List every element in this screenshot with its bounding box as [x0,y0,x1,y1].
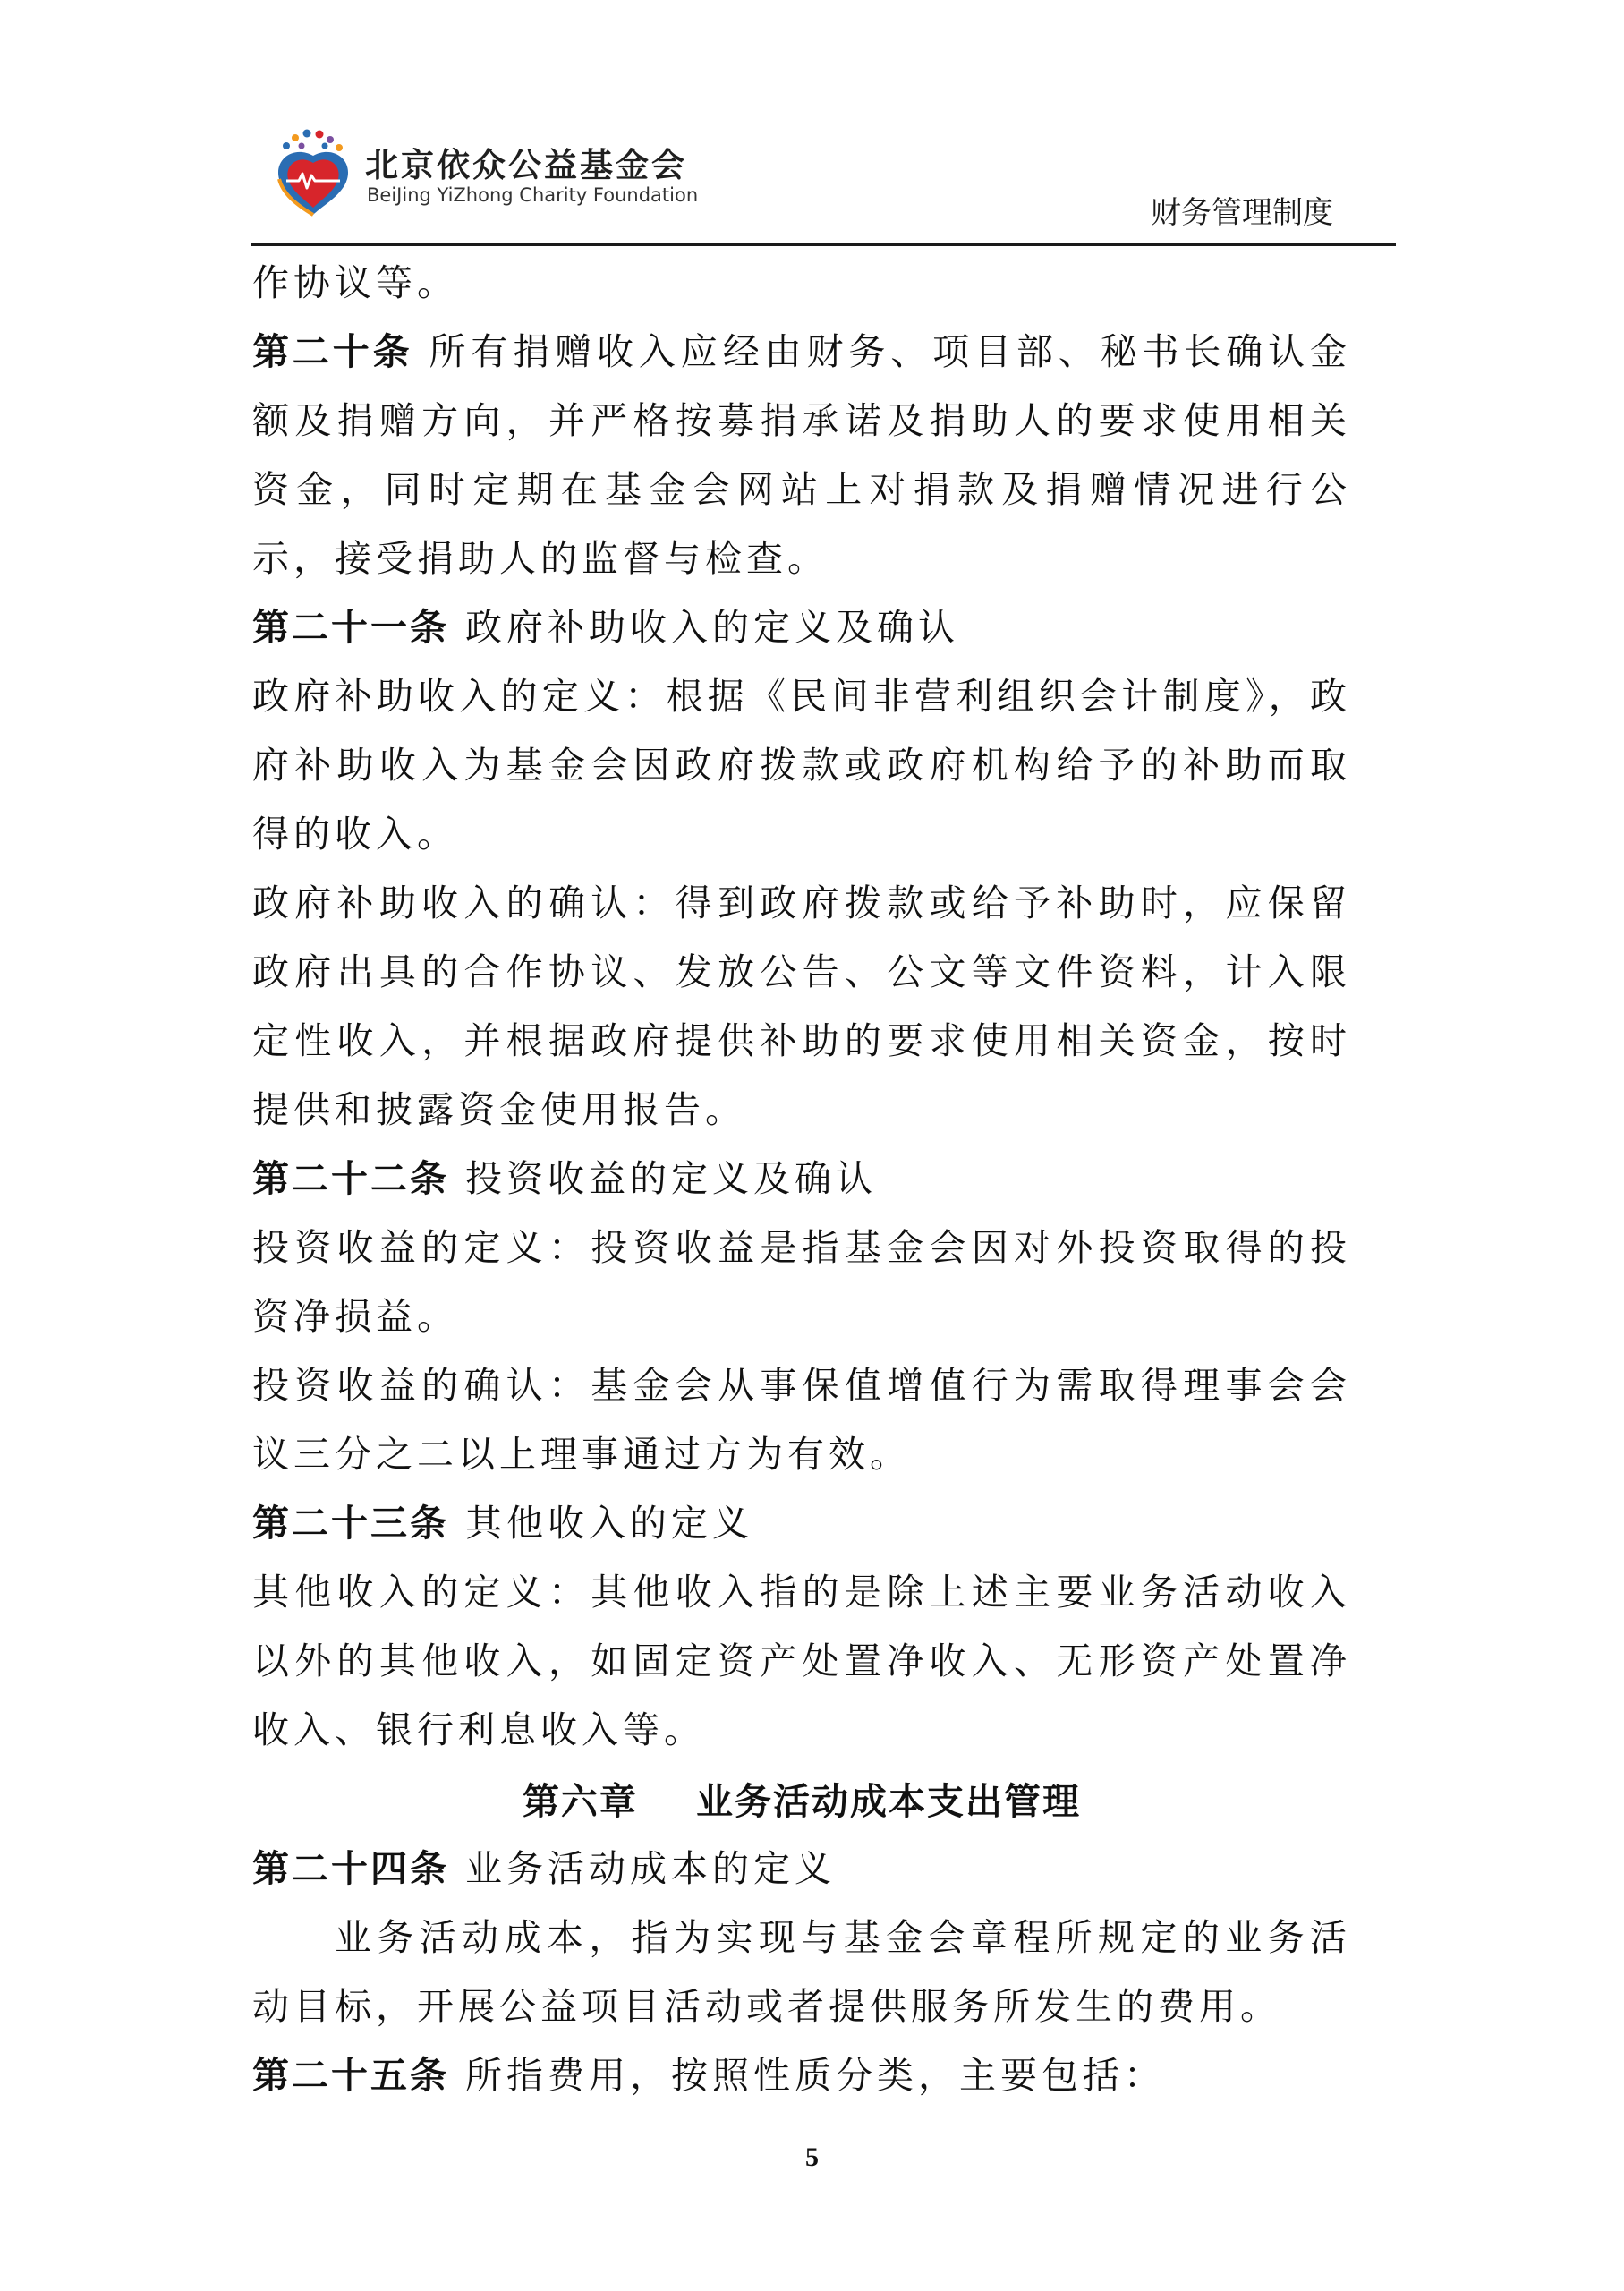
paragraph-continuation: 作协议等。 [252,261,458,304]
paragraph: 业务活动成本，指为实现与基金会章程所规定的业务活动目标，开展公益项目活动或者提供服务所发生的费用。 [252,1916,1351,2028]
foundation-logo-icon [268,129,358,218]
chapter-heading: 第六章 业务活动成本支出管理 [522,1780,1082,1823]
document-title: 财务管理制度 [1151,195,1333,231]
organization-name-cn: 北京依众公益基金会 [365,146,687,184]
page-number: 5 [805,2142,819,2172]
article-number: 第二十五条 [252,2054,449,2097]
article-25 [252,2041,1351,2110]
article-number: 第二十三条 [252,1502,449,1545]
article-number: 第二十一条 [252,606,449,649]
article-title: 政府补助收入的定义及确认 [465,606,959,649]
paragraph: 政府补助收入的定义：根据《民间非营利组织会计制度》，政府补助收入为基金会因政府拨款或政府机构给予的补助而取得的收入。 [252,675,1351,856]
article-21-heading [252,593,1351,662]
article-number: 第二十二条 [252,1157,449,1200]
paragraph: 其他收入的定义：其他收入指的是除上述主要业务活动收入以外的其他收入，如固定资产处置净收入、无形资产处置净收入、银行利息收入等。 [252,1571,1351,1751]
article-title: 业务活动成本的定义 [465,1847,836,1890]
article-24-heading [252,1835,1351,1903]
article-number: 第二十条 [252,330,413,373]
paragraph: 投资收益的定义：投资收益是指基金会因对外投资取得的投资净损益。 [252,1226,1351,1338]
article-text: 所有捐赠收入应经由财务、项目部、秘书长确认金额及捐赠方向，并严格按募捐承诺及捐助人的要求使用相关资金，同时定期在基金会网站上对捐款及捐赠情况进行公示，接受捐助人的监督与检查。 [252,330,1352,580]
article-20 [252,318,1351,593]
organization-name-en: BeiJing YiZhong Charity Foundation [367,184,699,206]
article-text: 所指费用，按照性质分类，主要包括： [465,2054,1165,2097]
page-header [251,125,1396,246]
article-title: 投资收益的定义及确认 [465,1157,877,1200]
paragraph: 投资收益的确认：基金会从事保值增值行为需取得理事会会议三分之二以上理事通过方为有效。 [252,1364,1351,1476]
article-22-heading [252,1145,1351,1214]
article-23-heading [252,1489,1351,1558]
article-number: 第二十四条 [252,1847,449,1890]
article-title: 其他收入的定义 [465,1502,753,1545]
document-body [252,249,1351,2110]
paragraph: 政府补助收入的确认：得到政府拨款或给予补助时，应保留政府出具的合作协议、发放公告、公文等文件资料，计入限定性收入，并根据政府提供补助的要求使用相关资金，按时提供和披露资金使用报告。 [252,881,1351,1131]
